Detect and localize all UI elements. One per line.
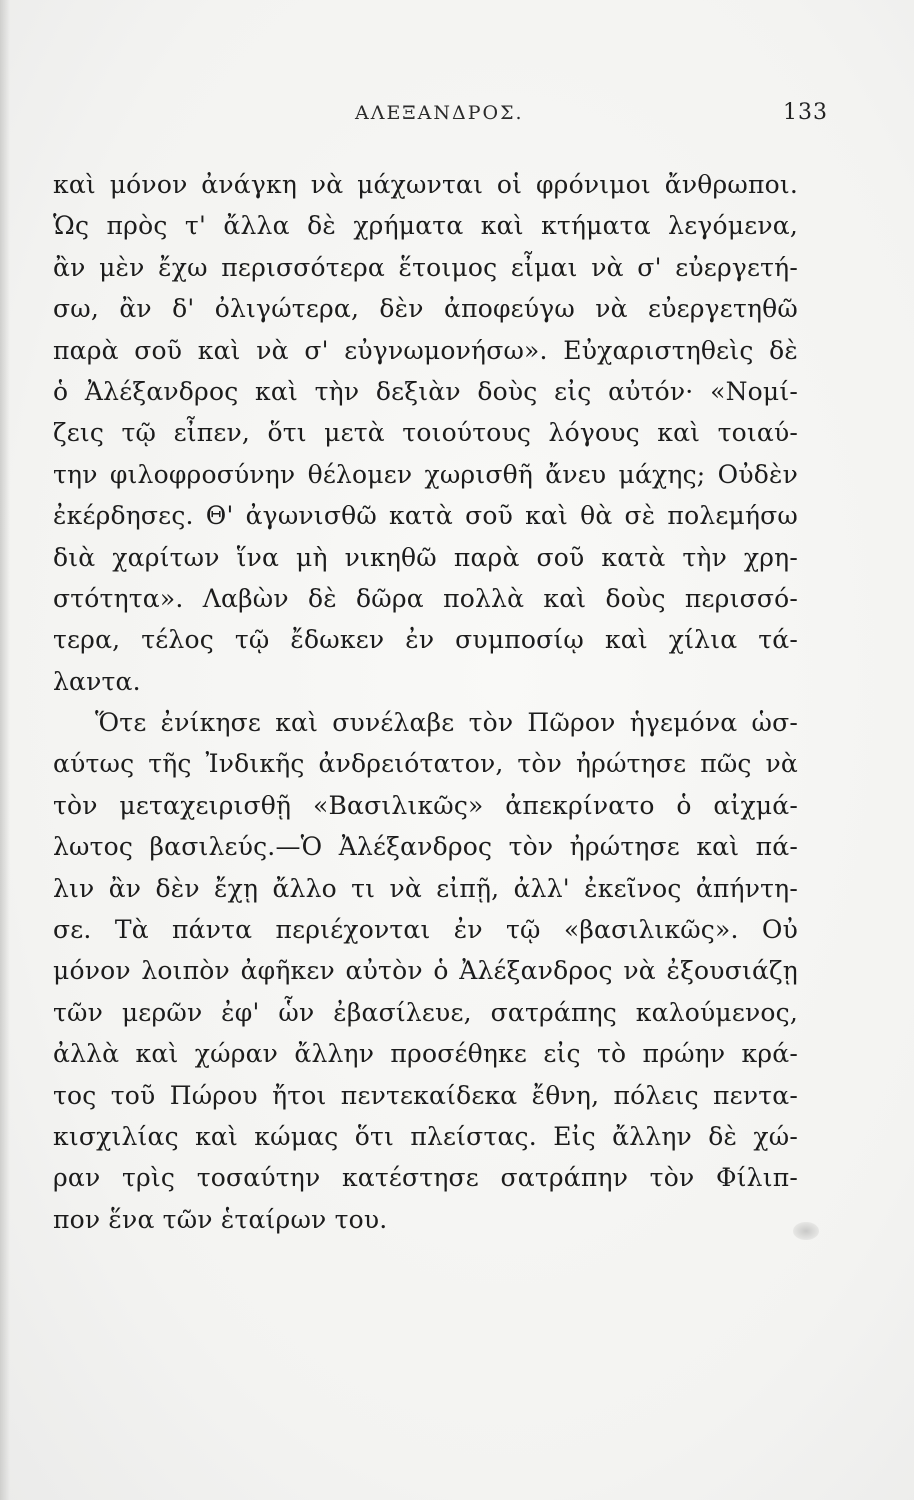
text-line: παρὰ σοῦ καὶ νὰ σ' εὐγνωμονήσω». Εὐχαριστηθεὶς δὲ (53, 335, 798, 365)
text-line: τὸν μεταχειρισθῇ «Βασιλικῶς» ἀπεκρίνατο ὁ αἰχμά- (53, 790, 798, 820)
page-header (0, 92, 914, 132)
text-line: λαντα. (53, 666, 141, 696)
text-line: λωτος βασιλεύς.—Ὁ Ἀλέξανδρος τὸν ἠρώτησε καὶ πά- (53, 832, 798, 862)
text-line: την φιλοφροσύνην θέλομεν χωρισθῆ ἄνευ μάχης; Οὐδὲν (53, 459, 798, 489)
text-line: μόνον λοιπὸν ἀφῆκεν αὐτὸν ὁ Ἀλέξανδρος νὰ ἐξουσιάζῃ (53, 956, 798, 986)
binding-shadow (0, 0, 10, 1500)
text-line: ἐκέρδησες. Θ' ἀγωνισθῶ κατὰ σοῦ καὶ θὰ σὲ πολεμήσω (53, 501, 798, 531)
text-line: στότητα». Λαβὼν δὲ δῶρα πολλὰ καὶ δοὺς περισσό- (53, 583, 798, 613)
text-line: ραν τρὶς τοσαύτην κατέστησε σατράπην τὸν Φίλιπ- (53, 1163, 798, 1193)
text-line: ὁ Ἀλέξανδρος καὶ τὴν δεξιὰν δοὺς εἰς αὐτόν· «Νομί- (53, 376, 798, 406)
text-line: Ὡς πρὸς τ' ἄλλα δὲ χρήματα καὶ κτήματα λεγόμενα, (53, 211, 798, 241)
text-line: σω, ἂν δ' ὀλιγώτερα, δὲν ἀποφεύγω νὰ εὐεργετηθῶ (53, 294, 798, 324)
text-line: τος τοῦ Πώρου ἤτοι πεντεκαίδεκα ἔθνη, πόλεις πεντα- (53, 1080, 798, 1110)
text-line: ἀλλὰ καὶ χώραν ἄλλην προσέθηκε εἰς τὸ πρώην κρά- (53, 1039, 798, 1069)
ink-smudge (793, 1222, 819, 1240)
text-line: πον ἕνα τῶν ἑταίρων του. (53, 1204, 388, 1234)
text-line: τῶν μερῶν ἐφ' ὧν ἐβασίλευε, σατράπης καλούμενος, (53, 997, 798, 1027)
text-line: αύτως τῆς Ἰνδικῆς ἀνδρειότατον, τὸν ἠρώτησε πῶς νὰ (53, 749, 798, 779)
text-line: διὰ χαρίτων ἵνα μὴ νικηθῶ παρὰ σοῦ κατὰ τὴν χρη- (53, 542, 798, 572)
text-line: κισχιλίας καὶ κώμας ὅτι πλείστας. Εἰς ἄλλην δὲ χώ- (53, 1121, 798, 1151)
paragraph-1 (53, 164, 798, 702)
body-text (53, 164, 798, 1240)
text-line: Ὅτε ἐνίκησε καὶ συνέλαβε τὸν Πῶρον ἡγεμόνα ὡσ- (95, 708, 798, 738)
text-line: σε. Τὰ πάντα περιέχονται ἐν τῷ «βασιλικῶς». Οὐ (53, 915, 798, 945)
paragraph-2 (53, 702, 798, 1240)
text-line: τερα, τέλος τῷ ἔδωκεν ἐν συμποσίῳ καὶ χίλια τά- (53, 625, 798, 655)
text-line: ἂν μὲν ἔχω περισσότερα ἕτοιμος εἶμαι νὰ σ' εὐεργετή- (53, 252, 798, 282)
text-line: καὶ μόνον ἀνάγκη νὰ μάχωνται οἱ φρόνιμοι ἄνθρωποι. (53, 170, 798, 199)
running-title: ΑΛΕΞΑΝΔΡΟΣ. (355, 102, 524, 124)
page-number: 133 (783, 100, 828, 125)
text-line: ζεις τῷ εἶπεν, ὅτι μετὰ τοιούτους λόγους καὶ τοιαύ- (53, 418, 798, 448)
text-line: λιν ἂν δὲν ἔχῃ ἄλλο τι νὰ εἰπῇ, ἀλλ' ἐκεῖνος ἀπήντη- (53, 873, 798, 903)
